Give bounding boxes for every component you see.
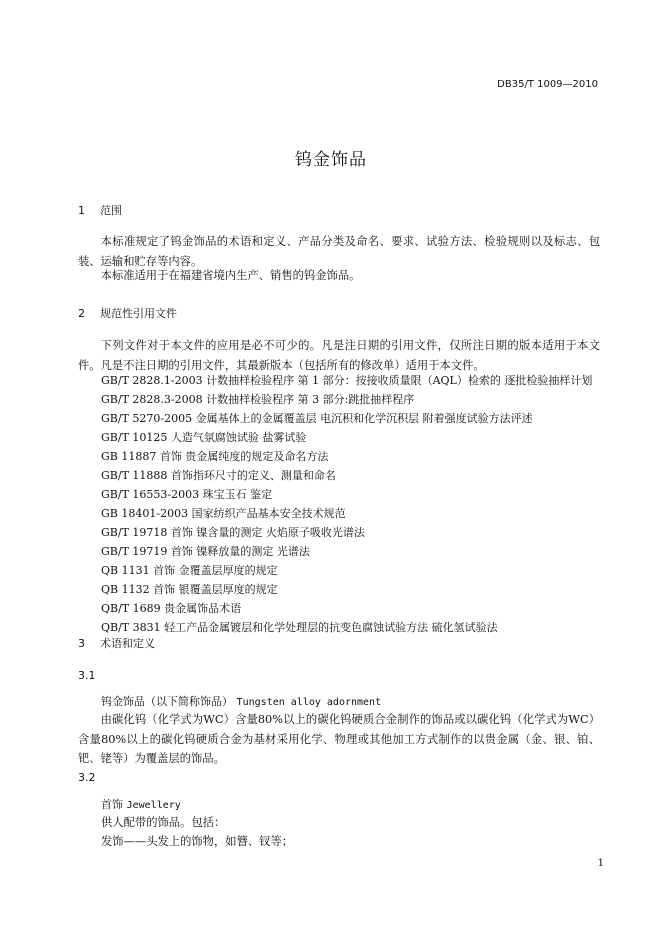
term-english-name: Jewellery bbox=[126, 800, 181, 811]
term-3-2-item: 发饰——头发上的饰物，如簪、钗等； bbox=[101, 835, 294, 848]
section-title: 范围 bbox=[100, 204, 122, 217]
section-1-heading bbox=[78, 202, 122, 218]
page-title: 钨金饰品 bbox=[295, 150, 367, 170]
section-3-heading bbox=[78, 635, 155, 651]
reference-item: GB 18401-2003 国家纺织产品基本安全技术规范 bbox=[101, 507, 346, 520]
reference-item: QB 1131 首饰 金覆盖层厚度的规定 bbox=[101, 564, 278, 577]
term-number-3-2: 3.2 bbox=[78, 771, 96, 784]
reference-item: GB/T 5270-2005 金属基体上的金属覆盖层 电沉积和化学沉积层 附着强度试验方法评述 bbox=[101, 412, 533, 425]
section-title: 术语和定义 bbox=[100, 637, 155, 650]
term-number-3-1: 3.1 bbox=[78, 669, 96, 682]
reference-item: QB/T 1689 贵金属饰品术语 bbox=[101, 602, 242, 615]
reference-item: GB/T 11888 首饰指环尺寸的定义、测量和命名 bbox=[101, 469, 336, 482]
section-title: 规范性引用文件 bbox=[100, 307, 177, 320]
term-3-1-definition: 由碳化钨（化学式为WC）含量80%以上的碳化钨硬质合金制作的饰品或以碳化钨（化学式为WC）含量80%以上的碳化钨硬质合金为基材采用化学、物理或其他加工方式制作的以贵金属（金、银、铂、钯、铑等）为覆盖层的饰品。 bbox=[78, 713, 600, 765]
term-english-name: Tungsten alloy adornment bbox=[236, 697, 382, 708]
term-chinese-name: 首饰 bbox=[101, 798, 123, 811]
scope-paragraph-1: 本标准规定了钨金饰品的术语和定义、产品分类及命名、要求、试验方法、检验规则以及标志、包装、运输和贮存等内容。 bbox=[78, 235, 600, 268]
normative-intro: 下列文件对于本文件的应用是必不可少的。凡是注日期的引用文件，仅所注日期的版本适用于本文件。凡是不注日期的引用文件，其最新版本（包括所有的修改单）适用于本文件。 bbox=[78, 339, 600, 372]
reference-item: GB/T 16553-2003 珠宝玉石 鉴定 bbox=[101, 488, 273, 501]
page-number: 1 bbox=[597, 858, 604, 869]
reference-item: GB/T 2828.3-2008 计数抽样检验程序 第 3 部分:跳批抽样程序 bbox=[101, 393, 415, 406]
section-number: 3 bbox=[78, 637, 85, 650]
reference-item: GB/T 19719 首饰 镍释放量的测定 光谱法 bbox=[101, 545, 310, 558]
section-2-heading bbox=[78, 305, 177, 321]
reference-item: QB 1132 首饰 银覆盖层厚度的规定 bbox=[101, 583, 278, 596]
reference-item: GB/T 10125 人造气氛腐蚀试验 盐雾试验 bbox=[101, 431, 307, 444]
reference-item: GB/T 2828.1-2003 计数抽样检验程序 第 1 部分：按接收质量限（AQL）检索的 逐批检验抽样计划 bbox=[101, 374, 593, 387]
term-3-2-definition: 供人配带的饰品。包括： bbox=[101, 816, 226, 829]
section-number: 2 bbox=[78, 307, 85, 320]
scope-paragraph-2: 本标准适用于在福建省境内生产、销售的钨金饰品。 bbox=[100, 269, 361, 282]
reference-item: GB 11887 首饰 贵金属纯度的规定及命名方法 bbox=[101, 450, 329, 463]
reference-item: QB/T 3831 轻工产品金属镀层和化学处理层的抗变色腐蚀试验方法 硫化氢试验法 bbox=[101, 621, 498, 634]
section-number: 1 bbox=[78, 204, 85, 217]
reference-item: GB/T 19718 首饰 镍含量的测定 火焰原子吸收光谱法 bbox=[101, 526, 365, 539]
term-chinese-name: 钨金饰品（以下简称饰品） bbox=[101, 695, 233, 708]
document-code: DB35/T 1009—2010 bbox=[497, 79, 598, 90]
